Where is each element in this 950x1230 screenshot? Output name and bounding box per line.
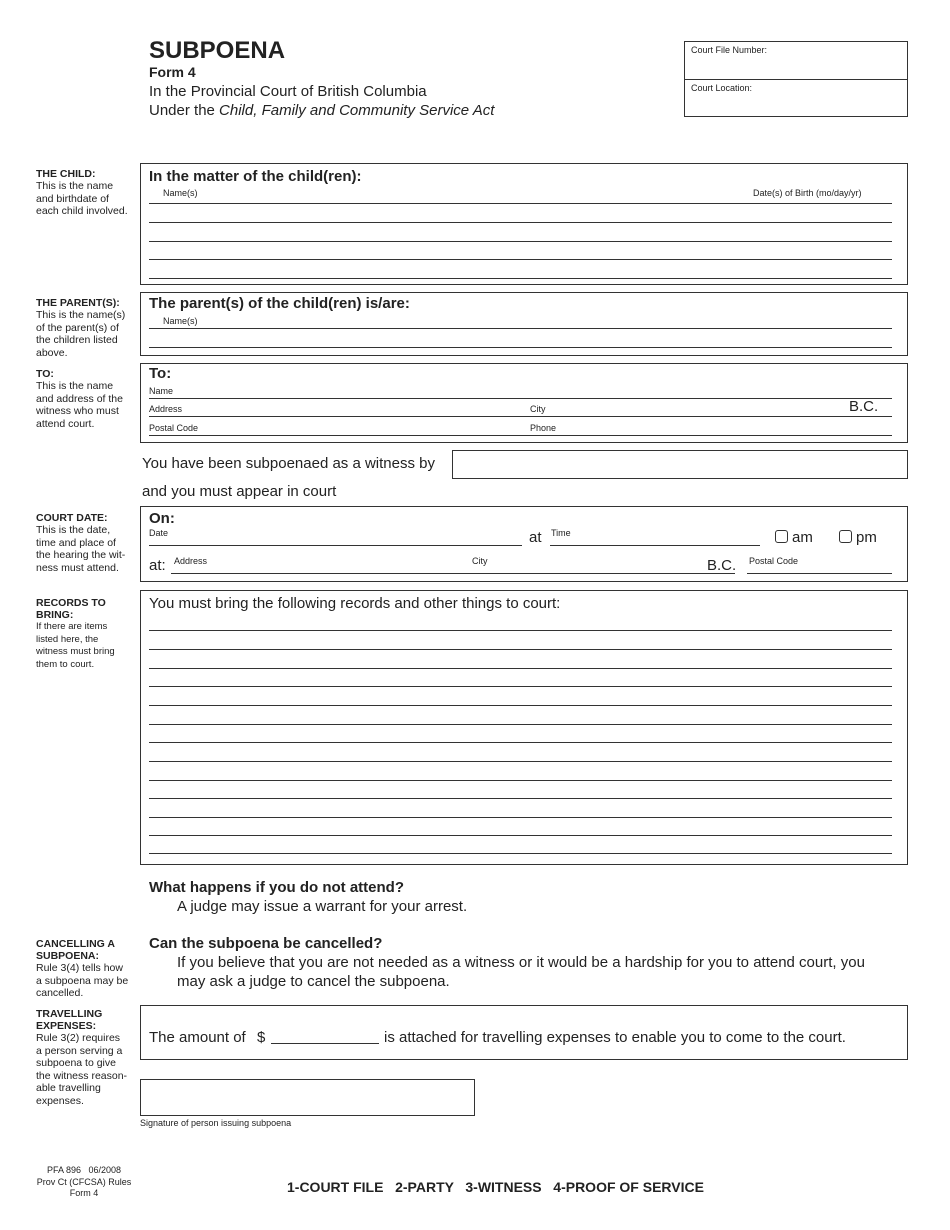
records-line[interactable]	[149, 705, 892, 706]
sidebar-text: This is the name	[36, 180, 114, 192]
sidebar-parents	[36, 297, 136, 359]
to-section	[140, 363, 908, 443]
sidebar-heading: TRAVELLING	[36, 1008, 103, 1020]
am-label: am	[792, 529, 813, 546]
court-line: In the Provincial Court of British Columbia	[149, 83, 427, 100]
cancel-answer-line2: may ask a judge to cancel the subpoena.	[177, 973, 450, 990]
records-line[interactable]	[149, 817, 892, 818]
form-code-line: Form 4	[69, 1188, 99, 1198]
sidebar-text: If there are items	[36, 621, 108, 632]
appear-text: and you must appear in court	[142, 483, 337, 500]
records-line[interactable]	[149, 835, 892, 836]
sidebar-heading: TO:	[36, 368, 54, 380]
hearing-province: B.C.	[707, 557, 737, 574]
at-place-text: at:	[149, 557, 166, 574]
records-line[interactable]	[149, 724, 892, 725]
sidebar-travelling	[36, 1008, 140, 1107]
witness-province: B.C.	[849, 398, 879, 415]
sidebar-text: listed here, the	[36, 633, 99, 645]
sidebar-text: the witness reason-	[36, 1069, 128, 1082]
sidebar-text: witness must bring	[36, 646, 115, 657]
pm-checkbox[interactable]	[839, 530, 852, 543]
records-line[interactable]	[149, 761, 892, 762]
parent-section-title: The parent(s) of the child(ren) is/are:	[149, 295, 410, 312]
sidebar-text: time and place of	[36, 536, 116, 549]
parent-section	[140, 292, 908, 356]
court-location-label: Court Location:	[691, 83, 753, 93]
witness-address-line[interactable]	[149, 416, 892, 417]
child-entry-line[interactable]	[149, 278, 892, 279]
child-section	[140, 163, 908, 285]
records-line[interactable]	[149, 668, 892, 669]
form-code-line: PFA 896 06/2008	[46, 1165, 122, 1175]
parent-entry-line[interactable]	[149, 328, 892, 329]
sidebar-text: subpoena to give	[36, 1057, 116, 1069]
expenses-currency: $	[257, 1029, 266, 1046]
sidebar-to	[36, 368, 136, 430]
sidebar-text: above.	[36, 346, 68, 359]
hearing-address-label: Address	[174, 556, 208, 566]
sidebar-text: ness must attend.	[36, 561, 119, 574]
records-line[interactable]	[149, 780, 892, 781]
expenses-section	[140, 1005, 908, 1060]
form-number: Form 4	[149, 64, 196, 80]
court-file-number-label: Court File Number:	[691, 45, 768, 55]
records-line[interactable]	[149, 649, 892, 650]
hearing-postal-label: Postal Code	[749, 556, 799, 566]
sidebar-child	[36, 168, 136, 218]
witness-postal-line[interactable]	[149, 435, 892, 436]
cancel-answer-line1: If you believe that you are not needed as a witness or it would be a hardship for you to attend court, you	[177, 954, 865, 971]
records-line[interactable]	[149, 630, 892, 631]
child-entry-line[interactable]	[149, 259, 892, 260]
expenses-suffix: is attached for travelling expenses to enable you to come to the court.	[384, 1029, 846, 1046]
sidebar-text: each child involved.	[36, 205, 128, 217]
sidebar-text: them to court.	[36, 658, 95, 670]
not-attend-answer: A judge may issue a warrant for your arrest.	[177, 898, 468, 915]
parent-entry-line[interactable]	[149, 347, 892, 348]
witness-name-label: Name	[149, 386, 174, 396]
witness-phone-label: Phone	[530, 423, 557, 433]
hearing-time-line[interactable]	[550, 545, 760, 546]
court-date-section	[140, 506, 908, 582]
sidebar-text: Rule 3(4) tells how	[36, 962, 123, 974]
sidebar-text: attend court.	[36, 417, 95, 430]
sidebar-text: able travelling	[36, 1082, 101, 1094]
sidebar-heading: BRING:	[36, 609, 74, 621]
witness-address-label: Address	[149, 404, 183, 414]
sidebar-text: This is the date,	[36, 524, 111, 536]
child-section-title: In the matter of the child(ren):	[149, 168, 362, 185]
records-section	[140, 590, 908, 865]
act-prefix: Under the	[149, 102, 220, 119]
sidebar-heading: THE PARENT(S):	[36, 297, 120, 309]
hearing-date-label: Date	[149, 528, 169, 538]
parent-names-label: Name(s)	[163, 316, 198, 326]
witness-city-label: City	[530, 404, 546, 414]
act-name: Child, Family and Community Service Act	[219, 102, 495, 119]
sidebar-heading: EXPENSES:	[36, 1020, 97, 1032]
records-section-title: You must bring the following records and other things to court:	[149, 595, 561, 612]
expenses-prefix: The amount of	[149, 1029, 246, 1046]
act-line	[149, 102, 494, 119]
hearing-postal-line[interactable]	[747, 573, 892, 574]
sidebar-text: cancelled.	[36, 987, 84, 999]
sidebar-text: This is the name	[36, 380, 114, 392]
hearing-time-label: Time	[551, 528, 571, 538]
subpoenaed-by-field[interactable]	[452, 450, 908, 479]
hearing-city-label: City	[472, 556, 488, 566]
sidebar-text: the hearing the wit-	[36, 549, 126, 561]
sidebar-text: witness who must	[36, 405, 119, 417]
sidebar-records	[36, 597, 136, 671]
sidebar-text: and birthdate of	[36, 192, 109, 205]
child-names-label: Name(s)	[163, 188, 198, 198]
at-time-text: at	[529, 529, 542, 546]
sidebar-text: a person serving a	[36, 1044, 123, 1057]
sidebar-heading: COURT DATE:	[36, 512, 108, 524]
sidebar-heading: RECORDS TO	[36, 597, 106, 609]
not-attend-question: What happens if you do not attend?	[149, 879, 404, 896]
child-entry-line[interactable]	[149, 203, 892, 204]
witness-postal-label: Postal Code	[149, 423, 199, 433]
child-entry-line[interactable]	[149, 222, 892, 223]
court-info-box	[684, 41, 908, 117]
sidebar-cancelling	[36, 938, 140, 1000]
hearing-address-line[interactable]	[171, 573, 735, 574]
child-entry-line[interactable]	[149, 241, 892, 242]
sidebar-text: of the parent(s) of	[36, 321, 119, 334]
sidebar-text: the children listed	[36, 334, 118, 346]
distribution-line: 1-COURT FILE 2-PARTY 3-WITNESS 4-PROOF OF SERVICE	[287, 1179, 704, 1195]
form-code	[34, 1165, 134, 1200]
subpoenaed-by-text: You have been subpoenaed as a witness by	[142, 455, 436, 472]
cancel-question: Can the subpoena be cancelled?	[149, 935, 383, 952]
records-line[interactable]	[149, 798, 892, 799]
sidebar-heading: CANCELLING A	[36, 938, 115, 950]
form-code-line: Prov Ct (CFCSA) Rules	[36, 1176, 132, 1187]
sidebar-heading: THE CHILD:	[36, 168, 96, 180]
signature-label: Signature of person issuing subpoena	[140, 1118, 292, 1128]
am-checkbox[interactable]	[775, 530, 788, 543]
sidebar-heading: SUBPOENA:	[36, 950, 100, 962]
records-line[interactable]	[149, 742, 892, 743]
sidebar-text: Rule 3(2) requires	[36, 1032, 121, 1044]
sidebar-court-date	[36, 512, 136, 574]
expenses-amount-line[interactable]	[271, 1043, 379, 1044]
sidebar-text: and address of the	[36, 392, 123, 405]
witness-name-line[interactable]	[149, 398, 892, 399]
child-dob-label: Date(s) of Birth (mo/day/yr)	[753, 188, 862, 198]
court-date-title: On:	[149, 510, 175, 527]
hearing-date-line[interactable]	[149, 545, 522, 546]
to-section-title: To:	[149, 365, 172, 382]
sidebar-text: a subpoena may be	[36, 974, 129, 987]
sidebar-text: expenses.	[36, 1094, 84, 1107]
form-title: SUBPOENA	[149, 37, 286, 64]
records-line[interactable]	[149, 853, 892, 854]
signature-box[interactable]	[140, 1079, 475, 1116]
records-line[interactable]	[149, 686, 892, 687]
sidebar-text: This is the name(s)	[36, 309, 126, 321]
pm-label: pm	[856, 529, 877, 546]
